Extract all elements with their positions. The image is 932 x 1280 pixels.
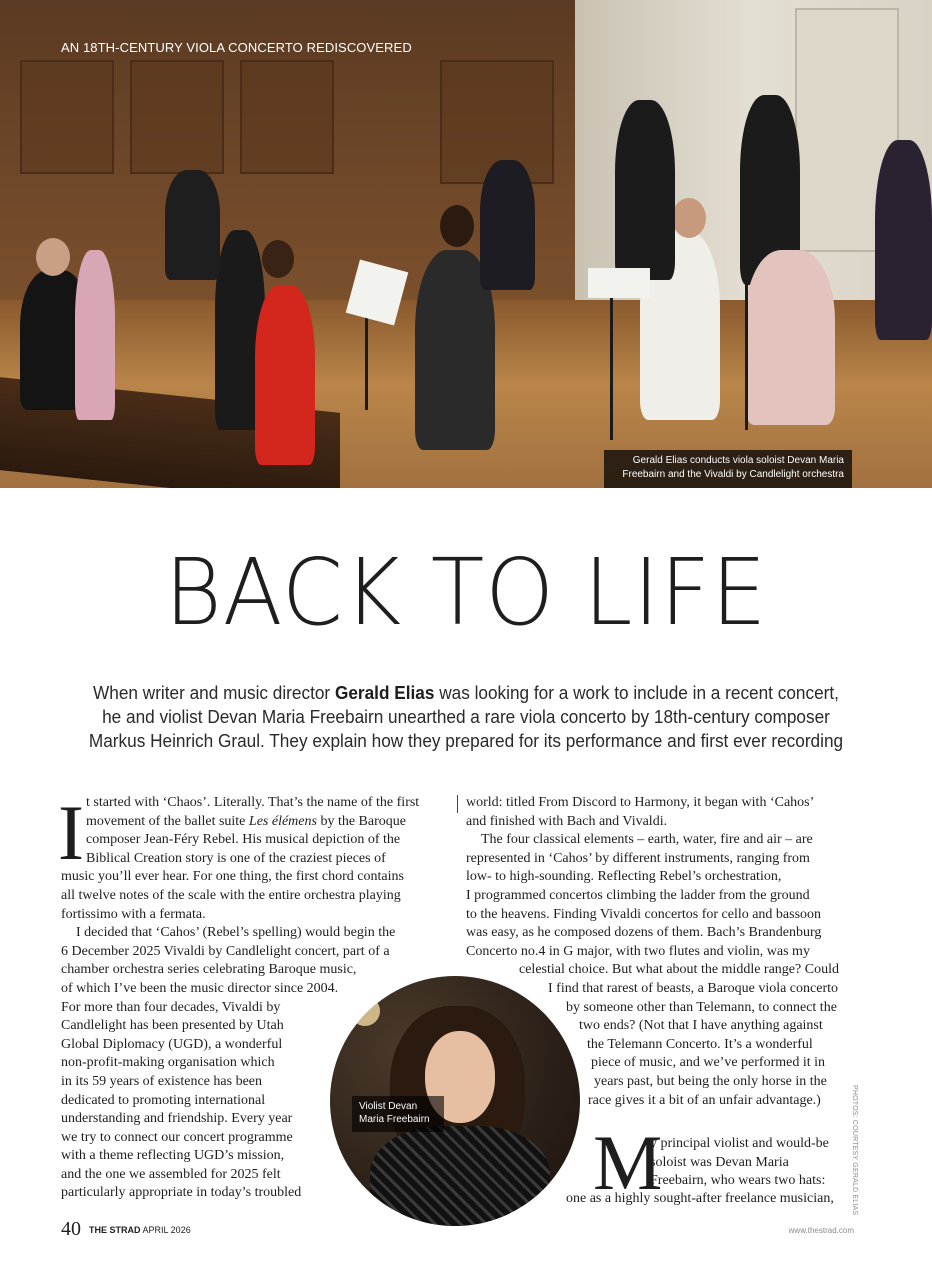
body-line: was easy, as he composed dozens of them. Bach’s Brandenburg — [466, 925, 822, 941]
soloist-head — [440, 205, 474, 247]
body-line: to the heavens. Finding Vivaldi concertos for cello and bassoon — [466, 906, 822, 922]
standfirst-text: was looking for a work to include in a recent concert, — [434, 682, 839, 703]
standfirst — [79, 681, 853, 753]
body-line: I decided that ‘Cahos’ (Rebel’s spelling) would begin the — [76, 925, 396, 941]
body-line: world: titled From Discord to Harmony, it began with ‘Cahos’ — [466, 795, 815, 810]
body-line — [61, 813, 453, 832]
hero-caption — [604, 450, 852, 488]
musician-head — [262, 240, 294, 278]
body-line: and the one we assembled for 2025 felt — [61, 1166, 281, 1182]
portrait-lamp — [350, 996, 380, 1026]
body-line: Candlelight has been presented by Utah — [61, 1018, 284, 1034]
body-line: and finished with Bach and Vivaldi. — [466, 813, 668, 829]
musician-figure — [255, 285, 315, 465]
hero-photo — [0, 0, 932, 488]
body-line: The four classical elements – earth, water, fire and air – are — [481, 832, 813, 848]
standfirst-line-2: he and violist Devan Maria Freebairn unearthed a rare viola concerto by 18th-century composer — [102, 706, 830, 727]
musician-figure — [745, 250, 835, 425]
body-line: composer Jean-Féry Rebel. His musical depiction of the — [86, 832, 401, 848]
body-line: with a theme reflecting UGD’s mission, — [61, 1148, 285, 1164]
body-line: race gives it a bit of an unfair advantage.) — [588, 1092, 821, 1108]
body-line: we try to connect our concert programme — [61, 1129, 293, 1145]
hero-caption-line: Freebairn and the Vivaldi by Candlelight orchestra — [622, 469, 844, 480]
musician-figure — [875, 140, 932, 340]
drop-cap: I — [58, 789, 84, 876]
body-line: low- to high-sounding. Reflecting Rebel’s orchestration, — [466, 869, 782, 885]
wood-panel — [240, 60, 334, 174]
musician-head — [36, 238, 70, 276]
body-line: understanding and friendship. Every year — [61, 1111, 293, 1127]
body-line: 6 December 2025 Vivaldi by Candlelight concert, part of a — [61, 943, 390, 959]
body-line: music you’ll ever hear. For one thing, the first chord contains — [61, 869, 404, 885]
standfirst-text: When writer and music director — [93, 682, 335, 703]
sheet-music — [588, 268, 650, 298]
wood-panel — [20, 60, 114, 174]
body-line: y principal violist and would-be — [650, 1136, 829, 1151]
portrait-dress — [370, 1126, 550, 1226]
body-line: t started with ‘Chaos’. Literally. That’s the name of the first — [86, 795, 420, 810]
body-line: fortissimo with a fermata. — [61, 906, 206, 922]
photo-credit: PHOTOS: COURTESY GERALD ELIAS — [851, 1085, 858, 1216]
body-line: Freebairn, who wears two hats: — [650, 1173, 826, 1189]
body-line: by someone other than Telemann, to connect the — [566, 999, 837, 1015]
issue-date: APRIL 2026 — [140, 1225, 191, 1235]
body-line: I programmed concertos climbing the ladder from the ground — [466, 887, 810, 903]
body-line: Global Diplomacy (UGD), a wonderful — [61, 1036, 283, 1052]
footer-url: www.thestrad.com — [788, 1226, 854, 1235]
standfirst-line-3: Markus Heinrich Graul. They explain how they prepared for its performance and first ever recording — [88, 730, 844, 751]
body-column-right-continued — [650, 1135, 860, 1191]
headline: BACK TO LIFE — [164, 539, 768, 646]
body-line: I find that rarest of beasts, a Baroque viola concerto — [548, 980, 839, 996]
magazine-name: THE STRAD — [89, 1225, 141, 1235]
conductor-head — [672, 198, 706, 238]
body-text: movement of the ballet suite — [86, 813, 249, 829]
musician-figure — [480, 160, 535, 290]
body-line: particularly appropriate in today’s troubled — [61, 1185, 302, 1201]
body-line: Biblical Creation story is one of the craziest pieces of — [86, 850, 386, 866]
body-line: two ends? (Not that I have anything against — [579, 1018, 823, 1034]
body-line: piece of music, and we’ve performed it in — [591, 1055, 826, 1071]
body-line: of which I’ve been the music director since 2004. — [61, 980, 339, 996]
footer-magazine — [89, 1225, 191, 1235]
body-line: one as a highly sought-after freelance musician, — [566, 1191, 834, 1206]
work-title: Les élémens — [248, 813, 317, 829]
body-line: in its 59 years of existence has been — [61, 1073, 262, 1089]
musician-figure — [75, 250, 115, 420]
standfirst-line-1 — [79, 681, 853, 705]
author-name: Gerald Elias — [334, 682, 435, 703]
body-line: the Telemann Concerto. It’s a wonderful — [587, 1036, 813, 1052]
body-line: dedicated to promoting international — [61, 1092, 266, 1108]
hero-caption-line: Gerald Elias conducts viola soloist Devan Maria — [632, 455, 844, 466]
column-divider — [457, 795, 458, 813]
body-line: years past, but being the only horse in the — [594, 1073, 827, 1089]
body-line: For more than four decades, Vivaldi by — [61, 999, 281, 1015]
portrait-caption-line: Maria Freebairn — [359, 1114, 430, 1125]
drop-cap: M — [593, 1119, 663, 1206]
page-number: 40 — [61, 1218, 81, 1240]
body-line-final — [566, 1190, 858, 1209]
musician-figure — [615, 100, 675, 280]
mic-stand — [745, 130, 748, 430]
body-line: non-profit-making organisation which — [61, 1055, 275, 1071]
body-line: Concerto no.4 in G major, with two flutes and violin, was my — [466, 943, 810, 959]
portrait-caption — [352, 1096, 444, 1132]
musician-figure — [165, 170, 220, 280]
body-text: by the Baroque — [316, 813, 406, 829]
body-line: chamber orchestra series celebrating Baroque music, — [61, 962, 357, 978]
wood-panel — [130, 60, 224, 174]
body-line: represented in ‘Cahos’ by different instruments, ranging from — [466, 850, 810, 866]
body-line: all twelve notes of the scale with the entire orchestra playing — [61, 887, 401, 903]
music-stand — [610, 290, 613, 440]
article-kicker: AN 18TH-CENTURY VIOLA CONCERTO REDISCOVERED — [61, 40, 412, 55]
body-line: soloist was Devan Maria — [650, 1154, 789, 1170]
portrait-caption-line: Violist Devan — [359, 1101, 418, 1112]
body-line: celestial choice. But what about the middle range? Could — [519, 962, 839, 978]
